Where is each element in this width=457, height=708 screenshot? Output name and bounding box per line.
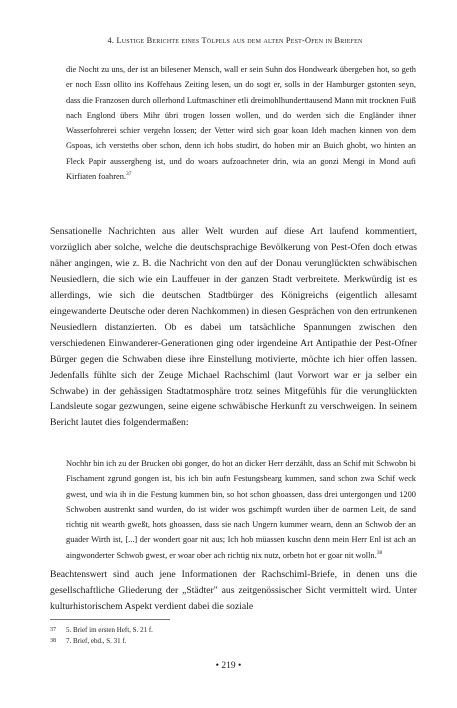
footnote-number: 37 xyxy=(50,627,56,633)
block-quote-2 xyxy=(66,456,416,563)
footnote-ref-38[interactable]: 38 xyxy=(376,549,383,556)
body-paragraph-1: Sensationelle Nachrichten aus aller Welt wurden auf diese Art laufend kommentiert, vorzüglich aber solche, welche die deutschsprachige Bevölkerung von Pest-Ofen doch etwas näher angingen, wie z. B. die Nachricht von den auf der Donau verunglückten schwäbischen Neusiedlern, die sich wie ein Lauffeuer in der ganzen Stadt verbreitete. Merkwürdig ist es allerdings, wie sich die deutschen Stadtbürger des Königreichs (eigentlich allesamt eingewanderte Deutsche oder deren Nachkommen) in diesen Gesprächen von den ertrunkenen Neusiedlern distanzierten. Ob es dabei um tatsächliche Spannungen zwischen den verschiedenen Einwanderer-Generationen ging oder irgendeine Art Antipathie der Pest-Ofner Bürger gegen die Schwaben diese ihre Einstellung motivierte, möchte ich hier offen lassen. Jedenfalls fühlte sich der Zeuge Michael Rachschiml (laut Vorwort war er ja selber ein Schwabe) in der gehässigen Stadtatmosphäre trotz seines Mitgefühls für die verunglückten Landsleute sogar gezwungen, seine eigene schwäbische Herkunft zu verschweigen. In seinem Bericht lautet dies folgendermaßen: xyxy=(50,226,417,429)
footnote-number: 38 xyxy=(50,637,56,644)
footnote-divider xyxy=(50,619,170,620)
footnote-ref-37[interactable]: 37 xyxy=(126,170,132,177)
footnote-text: 7. Brief, ebd., S. 31 f. xyxy=(66,636,127,645)
running-head: 4. Lustige Berichte eines Tölpels aus dem alten Pest-Ofen in Briefen xyxy=(107,36,363,45)
footnote-37 xyxy=(50,625,410,636)
block-quote-1 xyxy=(66,62,416,184)
footnotes xyxy=(50,625,410,646)
body-paragraph-2: Beachtenswert sind auch jene Informationen der Rachschiml-Briefe, in denen uns die gesellschaftliche Gliederung der „Städter" aus zeitgenössischer Sicht vermittelt wird. Unter kulturhistorischem Aspekt verdient dabei die soziale xyxy=(50,569,417,612)
footnote-38 xyxy=(50,636,410,647)
page-number: • 219 • xyxy=(215,661,242,671)
quote-1-text: die Nocht zu uns, der ist an bilesener Mensch, wall er sein Suhn dos Hondweark übergeben hot, so geth er noch Essn ollito ins Koffehaus Zeiting lesen, un do sogt er, solls in der Hamburger gstonten seyn, dass die Franzosen durch ollerhond Luftmaschiner etli dreimohlhunderttausend Mann mit trocknen Fuiß nach Englond übers Mihr übri trogen lossen wollen, und do werden sich die Engländer ihner Wasserfohrerei schier vergehn lossen; der Vetter wird sich goar koan Ideh machen kinnen von dem Gspoas, ich versteths ober schon, denn ich hobs studirt, do hoben mir an Buich ghobt, wo hinten an Fleck Papir aussergheng ist, und do woars aufzoachneter drin, wia an gonzi Mengi in Mond aufi Kirfiaten foahren. xyxy=(66,65,416,181)
quote-2-text: Nochhr bin ich zu der Brucken obi gonger, do hot an dicker Herr derzählt, dass an Schif mit Schwobn bi Fischament zgrund gongen ist, bis ich bin aufn Festungsbearg kummen, sand schon zwa Schif weck gwest, und wia ih in die Festung kummen bin, so hot schon ghoassen, dass drei untergongen und 1200 Schwoben austrenkt sand wurden, do ist wider wos gschimpft wurden über de oarmen Leit, de sand richtig nit wearth gweßt, hots ghoassen, dass sie nach Ungern kummer wearn, denn an Schwob der an guader Wirth ist, [...] der wondert goar nit aus; Ich hob müassen kuschn denn mein Herr Enl ist ach an aingwonderter Schwob gwest, er woar ober ach richtig nix nutz, orbetn hot er goar nit wolln. xyxy=(66,459,416,560)
footnote-text: 5. Brief im ersten Heft, S. 21 f. xyxy=(66,626,153,634)
